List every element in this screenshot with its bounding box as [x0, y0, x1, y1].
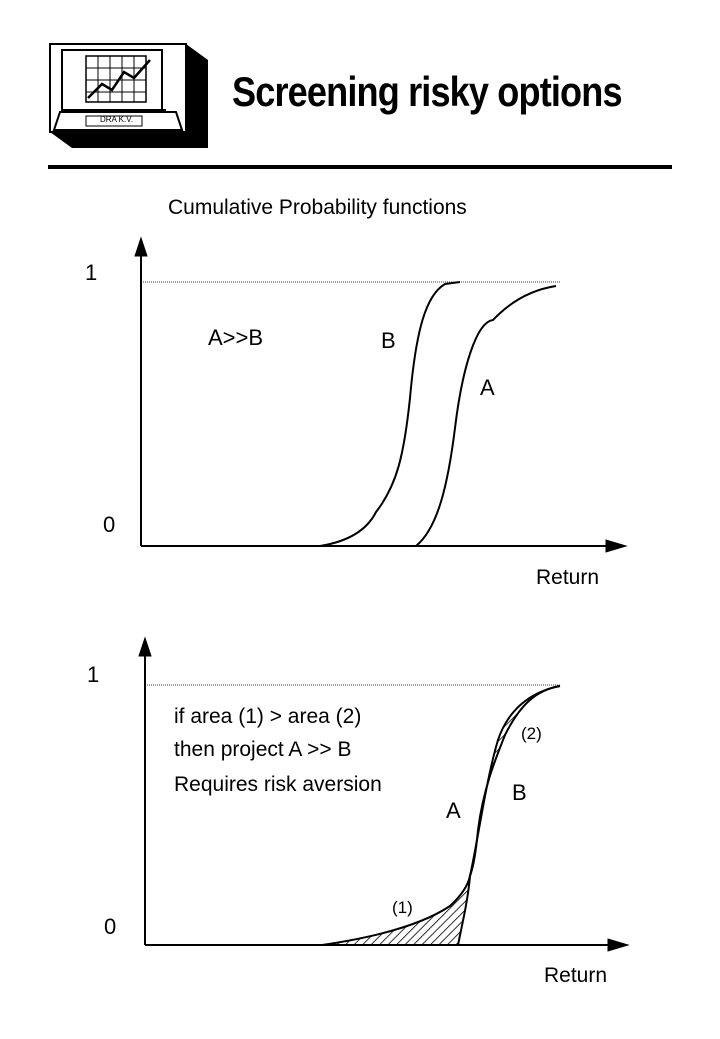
logo-caption: DRA K.V.	[100, 115, 134, 124]
condition-line-1: if area (1) > area (2)	[174, 705, 362, 728]
top-curve-label-b: B	[381, 328, 396, 353]
bottom-y-axis	[139, 638, 151, 945]
top-annotation-dominance: A>>B	[208, 325, 264, 350]
bottom-y-tick-0: 0	[104, 914, 117, 939]
bottom-y-tick-1: 1	[87, 662, 100, 687]
condition-line-3: Requires risk aversion	[174, 773, 382, 796]
page-title: Screening risky options	[232, 68, 622, 115]
bottom-x-axis-label: Return	[544, 964, 608, 987]
condition-line-2: then project A >> B	[174, 738, 352, 761]
area-1-label: (1)	[392, 898, 413, 917]
bottom-curve-label-b: B	[512, 780, 527, 805]
top-y-tick-1: 1	[85, 260, 98, 285]
bottom-curve-label-a: A	[446, 798, 461, 823]
top-curve-label-a: A	[480, 375, 495, 400]
top-x-axis-label: Return	[536, 566, 600, 589]
top-y-tick-0: 0	[103, 512, 116, 537]
area-2-label: (2)	[521, 724, 542, 743]
diagram-subtitle: Cumulative Probability functions	[168, 196, 467, 219]
